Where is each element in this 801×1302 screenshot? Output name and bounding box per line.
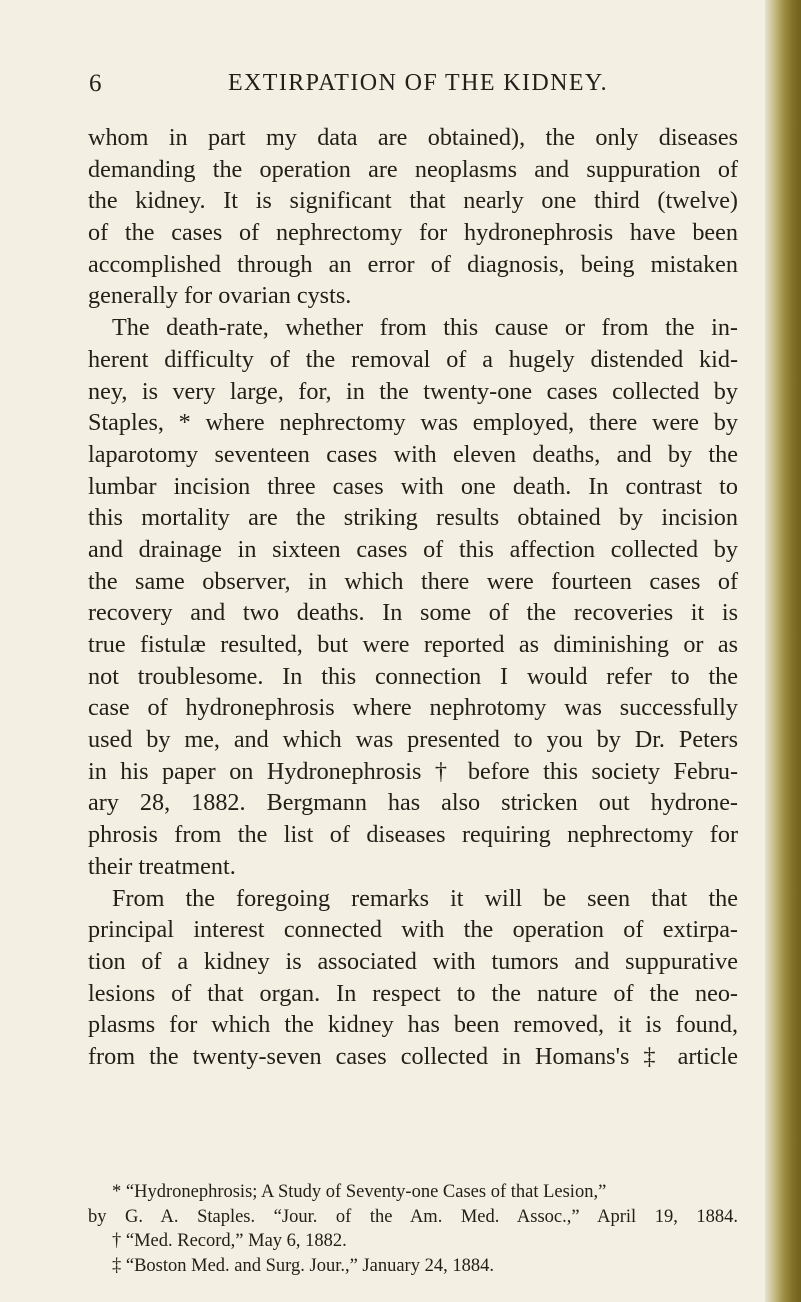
text-line: principal interest connected with the operation of extirpa- <box>88 916 738 944</box>
text-line: true fistulæ resulted, but were reported as diminishing or as <box>88 631 738 658</box>
page-header <box>0 70 760 106</box>
footnote: * “Hydronephrosis; A Study of Seventy-one Cases of that Lesion,” <box>112 1182 607 1202</box>
page-edge <box>765 0 801 1302</box>
text-line: lesions of that organ. In respect to the nature of the neo- <box>88 979 738 1007</box>
text-line: lumbar incision three cases with one death. In contrast to <box>88 472 738 500</box>
footnote: † “Med. Record,” May 6, 1882. <box>112 1231 347 1252</box>
text-line: The death-rate, whether from this cause or from the in- <box>112 314 738 342</box>
text-line: not troublesome. In this connection I would refer to the <box>88 662 738 690</box>
text-line: case of hydronephrosis where nephrotomy was successfully <box>88 694 738 722</box>
text-line: From the foregoing remarks it will be seen that the <box>112 884 738 912</box>
text-line: the same observer, in which there were fourteen cases of <box>88 567 738 595</box>
text-line: tion of a kidney is associated with tumors and suppurative <box>88 947 738 975</box>
text-line: of the cases of nephrectomy for hydronephrosis have been <box>88 219 738 247</box>
text-line: the kidney. It is significant that nearly one third (twelve) <box>88 187 738 215</box>
text-line: their treatment. <box>88 852 236 880</box>
text-line: ney, is very large, for, in the twenty-one cases collected by <box>88 377 738 405</box>
text-line: this mortality are the striking results obtained by incision <box>88 504 738 532</box>
text-line: plasms for which the kidney has been removed, it is found, <box>88 1011 738 1039</box>
text-line: ary 28, 1882. Bergmann has also stricken out hydrone- <box>88 789 738 817</box>
text-line: laparotomy seventeen cases with eleven deaths, and by the <box>88 440 738 468</box>
text-line: generally for ovarian cysts. <box>88 282 352 310</box>
page-number: 6 <box>89 70 102 97</box>
text-line: herent difficulty of the removal of a hugely distended kid- <box>88 345 738 373</box>
text-line: in his paper on Hydronephrosis † before this society Febru- <box>88 757 738 785</box>
text-line: Staples, * where nephrectomy was employed, there were by <box>88 409 738 437</box>
text-line: used by me, and which was presented to you by Dr. Peters <box>88 726 738 754</box>
text-line: demanding the operation are neoplasms and suppuration of <box>88 155 738 183</box>
footnote: by G. A. Staples. “Jour. of the Am. Med. Assoc.,” April 19, 1884. <box>88 1206 738 1227</box>
text-line: from the twenty-seven cases collected in Homans's ‡ article <box>88 1042 738 1070</box>
running-head: EXTIRPATION OF THE KIDNEY. <box>228 70 608 96</box>
footnotes <box>88 1180 738 1279</box>
body-text <box>88 122 738 1073</box>
text-line: and drainage in sixteen cases of this affection collected by <box>88 535 738 563</box>
text-line: accomplished through an error of diagnosis, being mistaken <box>88 250 738 278</box>
footnote: ‡ “Boston Med. and Surg. Jour.,” January 24, 1884. <box>112 1256 494 1277</box>
text-line: recovery and two deaths. In some of the recoveries it is <box>88 599 738 627</box>
text-line: whom in part my data are obtained), the only diseases <box>88 124 738 151</box>
text-line: phrosis from the list of diseases requiring nephrectomy for <box>88 821 738 849</box>
